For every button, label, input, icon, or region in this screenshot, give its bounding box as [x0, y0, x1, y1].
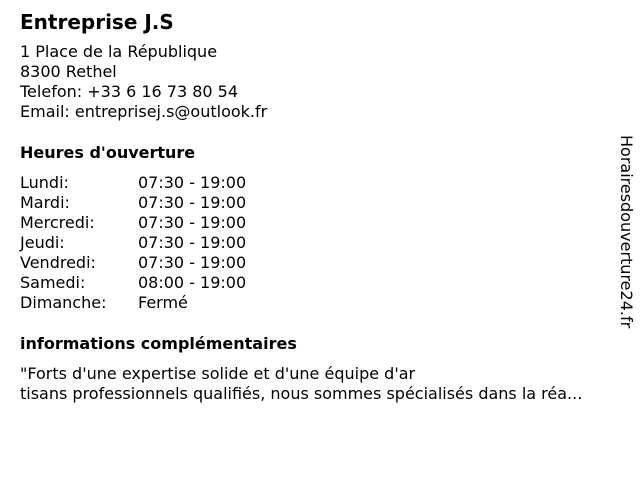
hours-time: 07:30 - 19:00 — [138, 213, 247, 232]
hours-time: 07:30 - 19:00 — [138, 233, 247, 252]
hours-time: 07:30 - 19:00 — [138, 253, 247, 272]
street-address: 1 Place de la République — [20, 42, 218, 61]
hours-time: Fermé — [138, 293, 188, 312]
email-line: Email: entreprisej.s@outlook.fr — [20, 102, 268, 121]
business-card — [20, 10, 620, 404]
opening-hours-heading: Heures d'ouverture — [20, 143, 196, 162]
address-block — [20, 42, 620, 122]
hours-row-tuesday — [20, 193, 620, 213]
hours-day: Jeudi: — [20, 233, 65, 252]
company-name: Entreprise J.S — [20, 10, 174, 34]
hours-row-saturday — [20, 273, 620, 293]
site-watermark — [610, 135, 636, 345]
watermark-text: Horairesdouverture24.fr — [617, 135, 636, 329]
hours-row-friday — [20, 253, 620, 273]
phone-line: Telefon: +33 6 16 73 80 54 — [20, 82, 239, 101]
hours-day: Samedi: — [20, 273, 86, 292]
hours-day: Dimanche: — [20, 293, 107, 312]
additional-info-text — [20, 364, 620, 404]
hours-day: Lundi: — [20, 173, 69, 192]
hours-day: Mercredi: — [20, 213, 95, 232]
hours-row-wednesday — [20, 213, 620, 233]
hours-row-monday — [20, 173, 620, 193]
additional-info-heading: informations complémentaires — [20, 334, 297, 353]
city-line: 8300 Rethel — [20, 62, 117, 81]
opening-hours-table — [20, 173, 620, 313]
hours-row-sunday — [20, 293, 620, 313]
hours-time: 07:30 - 19:00 — [138, 193, 247, 212]
hours-row-thursday — [20, 233, 620, 253]
hours-time: 08:00 - 19:00 — [138, 273, 247, 292]
description-line-2: tisans professionnels qualifiés, nous sommes spécialisés dans la réa... — [20, 384, 583, 403]
hours-time: 07:30 - 19:00 — [138, 173, 247, 192]
hours-day: Mardi: — [20, 193, 70, 212]
description-line-1: "Forts d'une expertise solide et d'une équipe d'ar — [20, 364, 416, 383]
hours-day: Vendredi: — [20, 253, 96, 272]
